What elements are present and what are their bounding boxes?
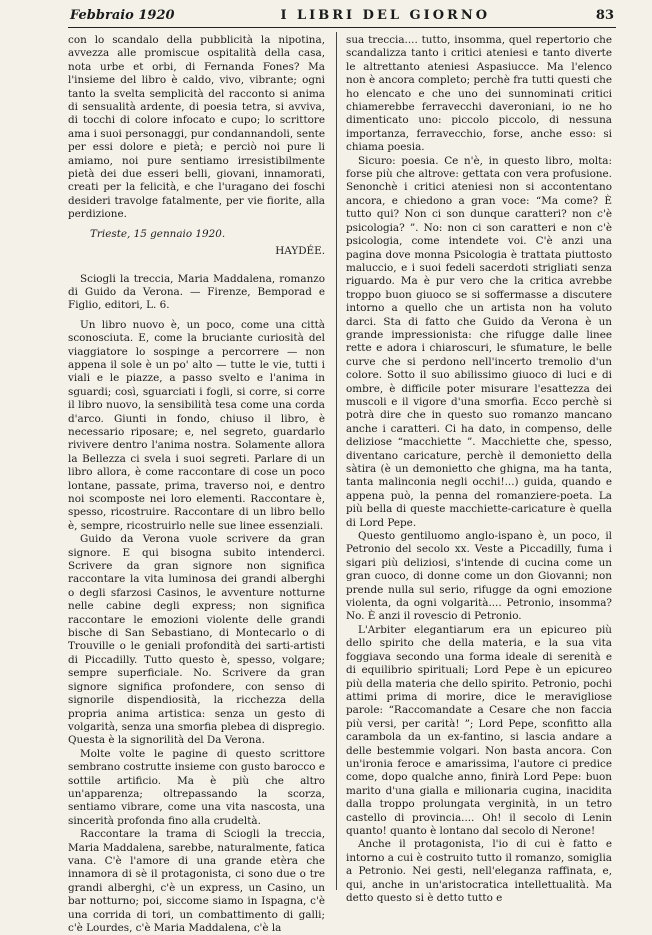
column-divider: [336, 32, 337, 890]
header-date: Febbraio 1920: [70, 7, 175, 23]
review-heading: Sciogli la treccia, Maria Maddalena, romanzo di Guido da Verona. — Firenze, Bemporad e Figlio, editori, L. 6.: [68, 272, 325, 312]
dateline: Trieste, 15 gennaio 1920.: [90, 227, 226, 240]
paragraph: Un libro nuovo è, un poco, come una città sconosciuta. E, come la bruciante curiosità del viaggiatore lo sospinge a percorrere — non appena il sole è un po' alto — tutte le vie, tutti i viali e le piazze, a passo svelto e l'anima in sguardi; così, sguarciati i fogli, si corre, si corre il libro nuovo, la sensibilità tesa come una corda d'arco. Giunti in fondo, chiuso il libro, è necessario riposare; e, nel segreto, guardarlo rivivere dentro l'anima nostra. Solamente allora la Bellezza ci svela i suoi segreti. Parlare di un libro allora, è come raccontare di cose un poco lontane, passate, prima, traverso noi, e dentro noi scomposte nei loro elementi. Raccontare è, spesso, ricostruire. Raccontare di un libro bello è, sempre, ricostruirlo nelle sue linee essenziali.: [68, 318, 325, 532]
paragraph: sua treccia.... tutto, insomma, quel repertorio che scandalizza tanto i critici ateniesi e tanto diverte le altrettanto ateniesi Aspasiucce. Ma l'elenco non è ancora completo; perchè fra tutti questi che ho elencato e che uno dei sunnominati critici chiamerebbe ferravecchi daveroniani, io ne ho dimenticato uno: piccolo piccolo, di nessuna importanza, ferravecchio, forse, anche esso: si chiama poesia.: [346, 34, 612, 154]
journal-title: I LIBRI DEL GIORNO: [280, 7, 491, 23]
paragraph: L'Arbiter elegantiarum era un epicureo più dello spirito che della materia, e la sua vita foggiava secondo una forma ideale di serenità e di equilibrio spirituali; Lord Pepe è un epicureo più della materia che dello spirito. Petronio, pochi attimi prima di morire, dice le meravigliose parole: “Raccomandate a Cesare che non faccia più versi, per carità! ”; Lord Pepe, sconfitto alla carambola da un ex-fantino, si lascia andare a delle bestemmie volgari. Non basta ancora. Con un'ironia feroce e amarissima, l'autore ci predice come, dopo qualche anno, finirà Lord Pepe: buon marito d'una gialla e milionaria cugina, inacidita dalla troppo prolungata verginità, in un tetro castello di provincia.... Oh! il secolo di Lenin quanto! quanto è lontano dal secolo di Nerone!: [346, 623, 612, 837]
paragraph: Guido da Verona vuole scrivere da gran signore. E qui bisogna subito intenderci. Scrivere da gran signore non significa raccontare la vita luminosa dei grandi alberghi o degli sfarzosi Casinos, le avventure notturne nelle cabine degli express; non significa raccontare le emozioni violente delle grandi bische di San Sebastiano, di Montecarlo o di Trouville o le geniali profondità dei sarti-artisti di Piccadilly. Tutto questo è, spesso, volgare; sempre superficiale. No. Scrivere da gran signore significa profondere, con senso di signorile dispendiosità, la ricchezza della propria anima artistica: senza un gesto di volgarità, senza una smorfia plebea di dispregio. Questa è la signorilità del Da Verona.: [68, 533, 325, 747]
paragraph: Questo gentiluomo anglo-ispano è, un poco, il Petronio del secolo xx. Veste a Piccadilly, fuma i sigari più deliziosi, s'intende di cucina come un gran cuoco, di donne come un don Giovanni; non prende nulla sul serio, rifugge da ogni emozione violenta, da ogni volgarità.... Petronio, insomma? No. È anzi il rovescio di Petronio.: [346, 530, 612, 623]
paragraph: Molte volte le pagine di questo scrittore sembrano costrutte insieme con gusto barocco e sottile artificio. Ma è più che altro un'apparenza; oltrepassando la scorza, sentiamo vibrare, come una vita nascosta, una sincerità profonda fino alla crudeltà.: [68, 747, 325, 827]
paragraph: con lo scandalo della pubblicità la nipotina, avvezza alle promiscue ospitalità della casa, nota urbe et orbi, di Fernanda Fones? Ma l'insieme del libro è caldo, vivo, vibrante; ogni tanto la svelta semplicità del racconto si anima di sensualità ardente, di poesia tetra, si avviva, di tocchi di colore infocato e cupo; lo scrittore ama i suoi personaggi, pur condannandoli, sente per essi dolore e pietà; e perciò noi pure li amiamo, noi pure sentiamo irresistibilmente pietà dei due esseri belli, giovani, innamorati, creati per la felicità, e che l'uragano dei foschi desideri travolge fatalmente, per vie fiorite, alla perdizione.: [68, 34, 325, 221]
paragraph: Sicuro: poesia. Ce n'è, in questo libro, molta: forse più che altrove: gettata con vera profusione. Senonchè i critici ateniesi non si accontentano ancora, e chiedono a gran voce: “Ma come? È tutto qui? Non ci son dunque caratteri? non c'è psicologia? ”. No: non ci son caratteri e non c'è psicologia, come intendete voi. C'è anzi una pagina dove monna Psicologia è trattata piuttosto maluccio, e i suoi fedeli sacerdoti strigliati senza riguardo. Ma è pur vero che la critica avrebbe troppo buon giuoco se si soffermasse a discutere intorno a quello che un artista non ha voluto darci. Sta di fatto che Guido da Verona è un grande impressionista: che rifugge dalle linee rette e adora i chiaroscuri, le sfumature, le belle curve che si perdono nell'incerto tremolio d'un colore. Sotto il suo abilissimo giuoco di luci e di ombre, è difficile poter misurare l'esattezza dei muscoli e il vigore d'una smorfia. Ecco perchè si potrà dire che in questo suo romanzo mancano anche i caratteri. Ci ha dato, in compenso, delle deliziose “macchiette ”. Macchiette che, spesso, diventano caricature, perchè il demonietto della sàtira (è un demonietto che ghigna, ma ha tanta, tanta malinconia negli occhi!...) guida, quando e appena può, la penna del romanziere-poeta. La più bella di queste macchiette-caricature è quella di Lord Pepe.: [346, 154, 612, 529]
signature: HAYDÉE.: [275, 245, 325, 258]
paragraph: Anche il protagonista, l'io di cui è fatto e intorno a cui è costruito tutto il romanzo, somiglia a Petronio. Nei gesti, nell'eleganza raffinata, e, qui, anche in un'aristocratica intellettualità. Ma detto questo si è detto tutto e: [346, 838, 612, 904]
header-rule: [68, 27, 616, 28]
right-column: [346, 34, 612, 904]
running-header: [70, 4, 614, 26]
section-spacer: [68, 259, 325, 273]
paragraph: Raccontare la trama di Sciogli la treccia, Maria Maddalena, sarebbe, naturalmente, fatica vana. C'è l'amore di una grande etèra che innamora di sè il protagonista, ci sono due o tre grandi alberghi, c'è un express, un Casino, un bar notturno; poi, siccome siamo in Ispagna, c'è una corrida di tori, un combattimento di galli; c'è Lourdes, c'è Maria Maddalena, c'è la: [68, 828, 325, 934]
page-number: 83: [595, 7, 614, 23]
left-column: [68, 34, 325, 934]
